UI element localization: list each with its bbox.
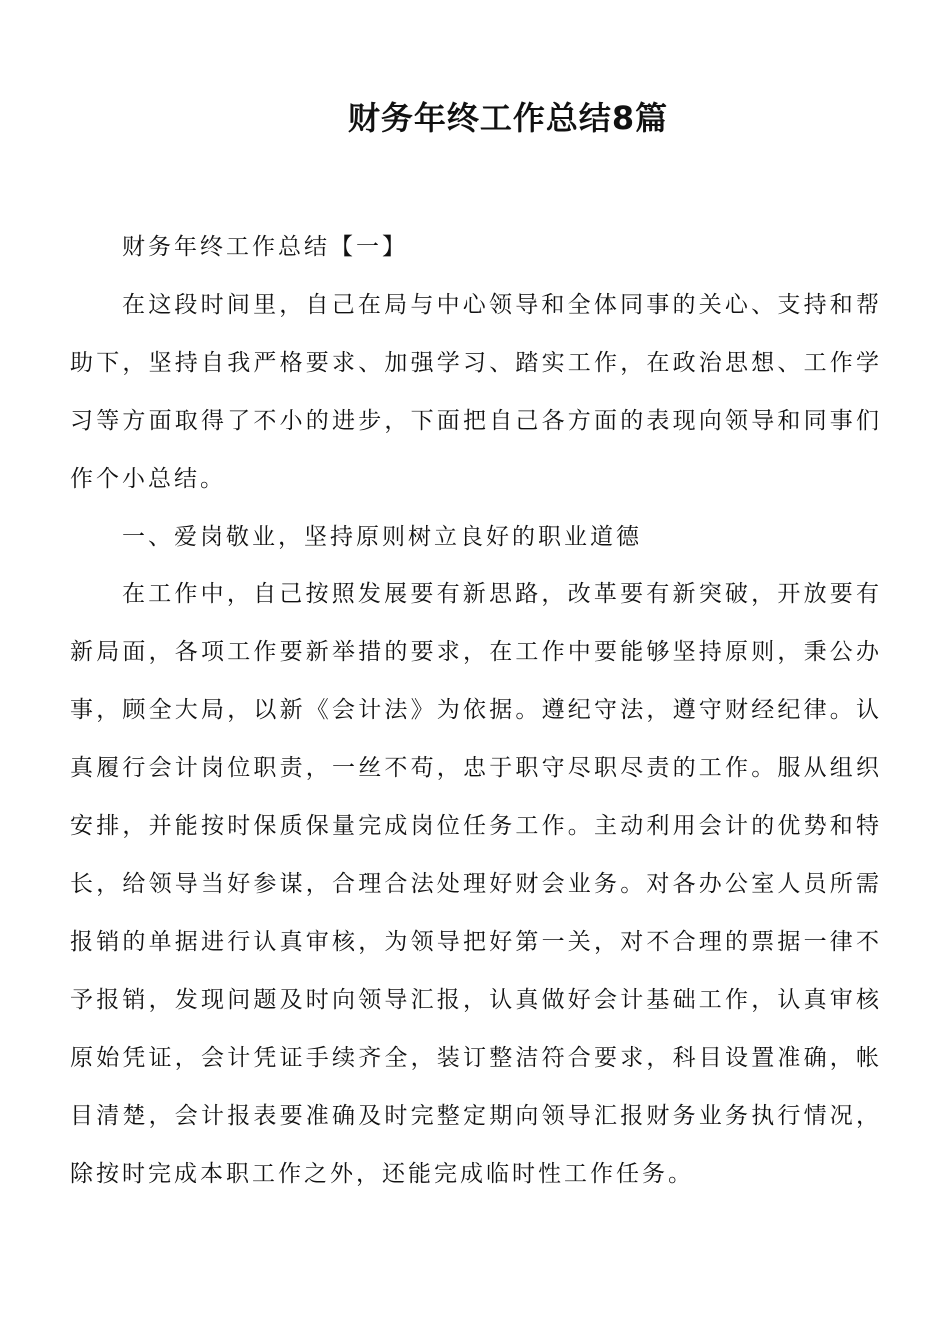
document-title: 财务年终工作总结8篇 xyxy=(347,99,669,137)
document-body xyxy=(70,219,882,1203)
subsection-heading-one: 一、爱岗敬业，坚持原则树立良好的职业道德 xyxy=(122,523,642,550)
intro-paragraph: 在这段时间里，自己在局与中心领导和全体同事的关心、支持和帮助下，坚持自我严格要求、加强学习、踏实工作，在政治思想、工作学习等方面取得了不小的进步，下面把自己各方面的表现向领导和同事们作个小总结。 xyxy=(70,291,882,492)
body-paragraph: 在工作中，自己按照发展要有新思路，改革要有新突破，开放要有新局面，各项工作要新举措的要求，在工作中要能够坚持原则，秉公办事，顾全大局，以新《会计法》为依据。遵纪守法，遵守财经纪律。认真履行会计岗位职责，一丝不苟，忠于职守尽职尽责的工作。服从组织安排，并能按时保质保量完成岗位任务工作。主动利用会计的优势和特长，给领导当好参谋，合理合法处理好财会业务。对各办公室人员所需报销的单据进行认真审核，为领导把好第一关，对不合理的票据一律不予报销，发现问题及时向领导汇报，认真做好会计基础工作，认真审核原始凭证，会计凭证手续齐全，装订整洁符合要求，科目设置准确，帐目清楚，会计报表要准确及时完整定期向领导汇报财务业务执行情况，除按时完成本职工作之外，还能完成临时性工作任务。 xyxy=(70,581,882,1187)
section-heading-one: 财务年终工作总结【一】 xyxy=(122,234,408,260)
